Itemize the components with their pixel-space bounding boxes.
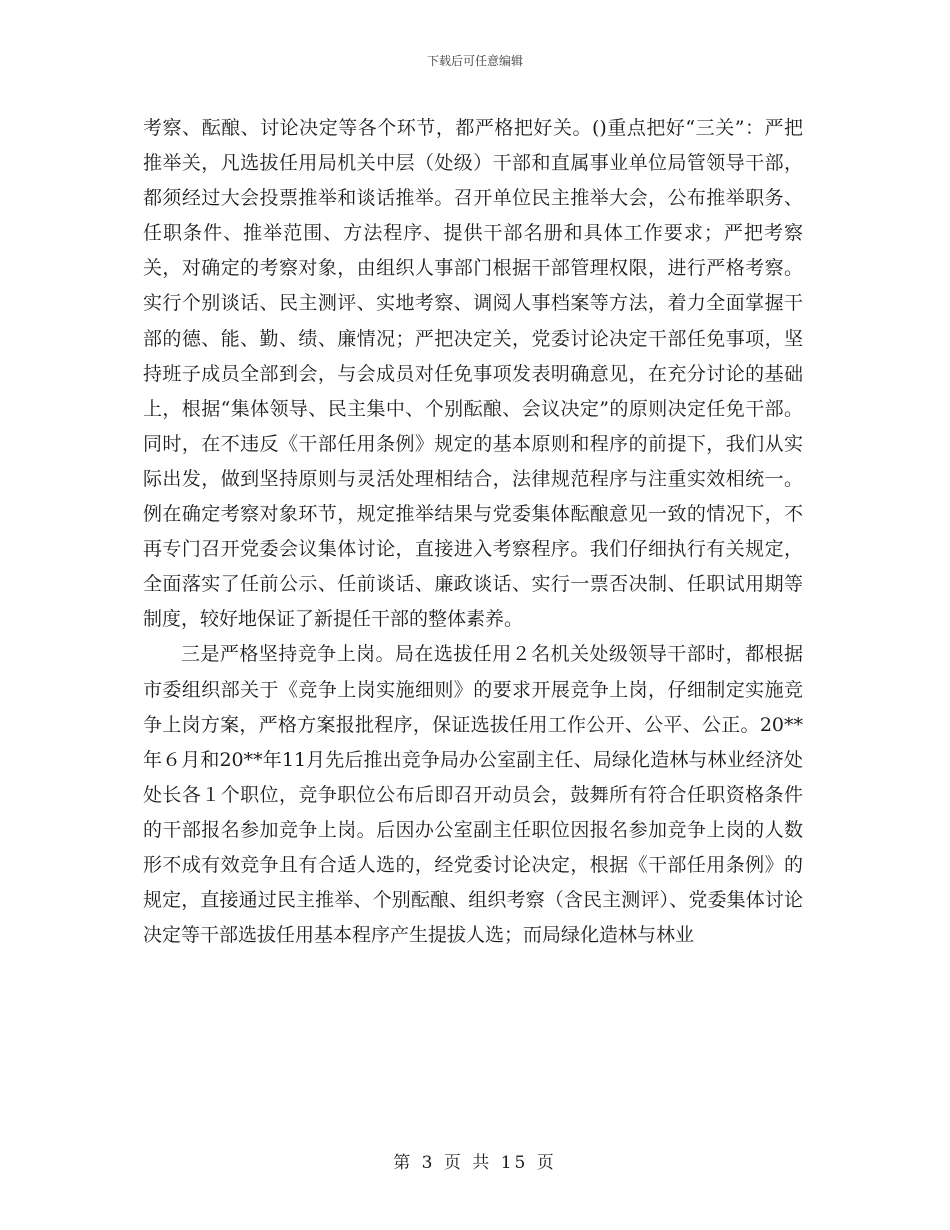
- page-footer: [0, 1153, 950, 1173]
- document-body: [143, 111, 803, 953]
- page-number-label: 第 3 页 共 15 页: [393, 1153, 557, 1173]
- page-header: [0, 53, 950, 69]
- header-note: 下载后可任意编辑: [426, 54, 523, 68]
- body-paragraph-competition: 三是严格坚持竞争上岗。局在选拔任用２名机关处级领导干部时，都根据市委组织部关于《竞争上岗实施细则》的要求开展竞争上岗，仔细制定实施竞争上岗方案，严格方案报批程序，保证选拔任用工作公开、公平、公正。20**年６月和20**年11月先后推出竞争局办公室副主任、局绿化造林与林业经济处处长各１个职位，竞争职位公布后即召开动员会，鼓舞所有符合任职资格条件的干部报名参加竞争上岗。后因办公室副主任职位因报名参加竞争上岗的人数形不成有效竞争且有合适人选的，经党委讨论决定，根据《干部任用条例》的规定，直接通过民主推举、个别酝酿、组织考察（含民主测评）、党委集体讨论决定等干部选拔任用基本程序产生提拔人选；而局绿化造林与林业: [143, 643, 803, 947]
- body-paragraph-continued: 考察、酝酿、讨论决定等各个环节，都严格把好关。()重点把好“三关”：严把推举关，凡选拔任用局机关中层（处级）干部和直属事业单位局管领导干部，都须经过大会投票推举和谈话推举。召开单位民主推举大会，公布推举职务、任职条件、推举范围、方法程序、提供干部名册和具体工作要求；严把考察关，对确定的考察对象，由组织人事部门根据干部管理权限，进行严格考察。实行个别谈话、民主测评、实地考察、调阅人事档案等方法，着力全面掌握干部的德、能、勤、绩、廉情况；严把决定关，党委讨论决定干部任免事项，坚持班子成员全部到会，与会成员对任免事项发表明确意见，在充分讨论的基础上，根据“集体领导、民主集中、个别酝酿、会议决定”的原则决定任免干部。同时，在不违反《干部任用条例》规定的基本原则和程序的前提下，我们从实际出发，做到坚持原则与灵活处理相结合，法律规范程序与注重实效相统一。例在确定考察对象环节，规定推举结果与党委集体酝酿意见一致的情况下，不再专门召开党委会议集体讨论，直接进入考察程序。我们仔细执行有关规定，全面落实了任前公示、任前谈话、廉政谈话、实行一票否决制、任职试用期等制度，较好地保证了新提任干部的整体素养。: [143, 117, 803, 631]
